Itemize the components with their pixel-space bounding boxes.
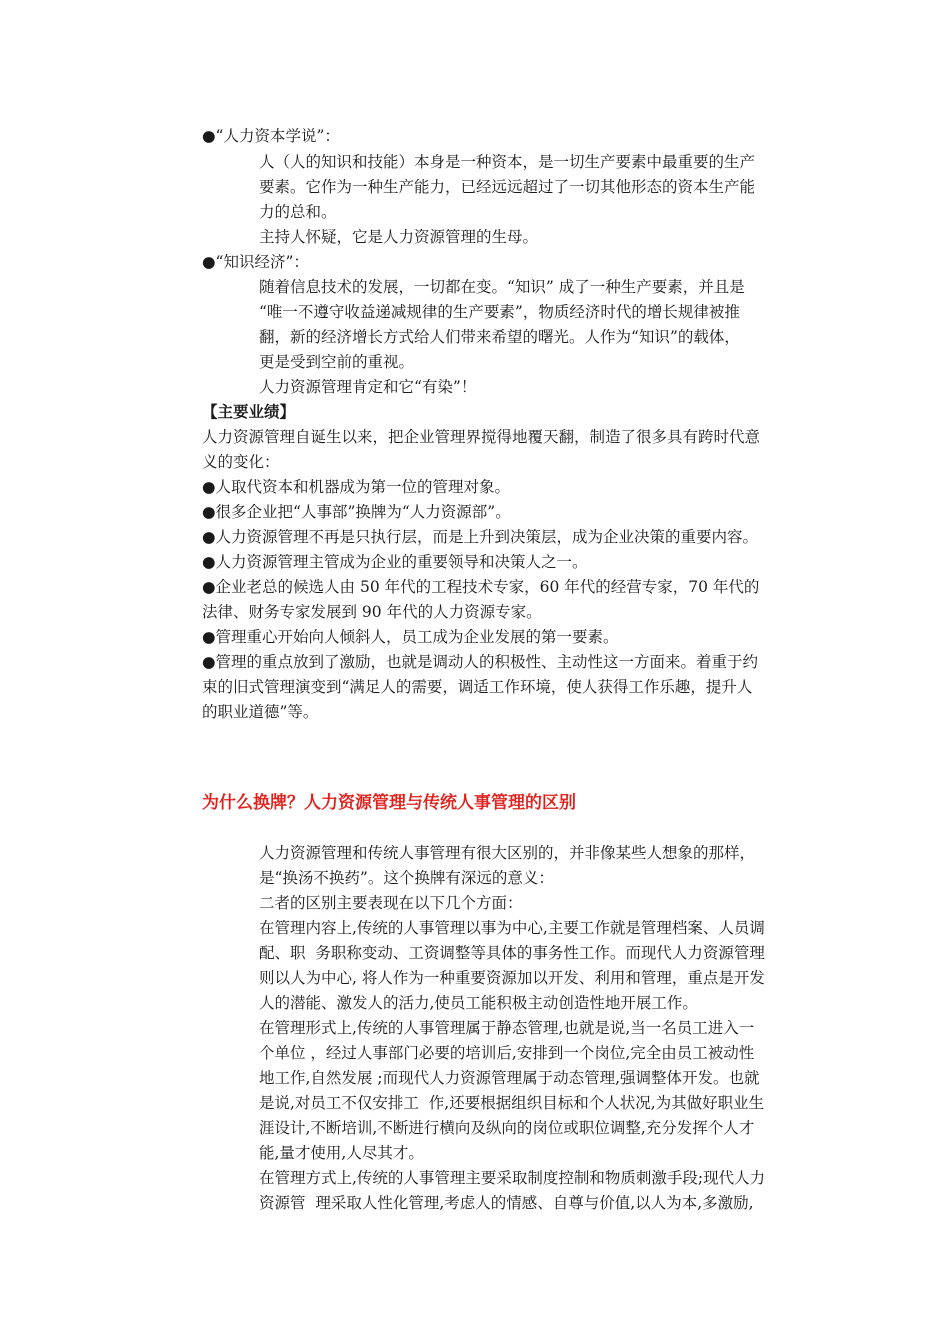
paragraph-line: 翻，新的经济增长方式给人们带来希望的曙光。人作为“知识”的载体，: [259, 328, 740, 346]
paragraph-line: 人力资源管理肯定和它“有染”！: [259, 378, 477, 396]
bullet-item: ●管理的重点放到了激励，也就是调动人的积极性、主动性这一方面来。着重于约: [202, 653, 759, 671]
paragraph-line: 法律、财务专家发展到 90 年代的人力资源专家。: [202, 603, 542, 621]
paragraph-line: 要素。它作为一种生产能力，已经远远超过了一切其他形态的资本生产能: [259, 178, 756, 196]
bullet-item: ●人力资源管理不再是只执行层，而是上升到决策层，成为企业决策的重要内容。: [202, 528, 759, 546]
paragraph-line: 是说,对员工不仅安排工 作,还要根据组织目标和个人状况,为其做好职业生: [259, 1094, 765, 1112]
paragraph-line: 能,量才使用,人尽其才。: [259, 1144, 424, 1162]
paragraph-line: 在管理方式上,传统的人事管理主要采取制度控制和物质刺激手段;现代人力: [259, 1169, 766, 1187]
paragraph-line: 二者的区别主要表现在以下几个方面：: [259, 894, 523, 912]
paragraph-line: 地工作,自然发展 ;而现代人力资源管理属于动态管理,强调整体开发。也就: [259, 1069, 760, 1087]
paragraph-line: 在管理内容上,传统的人事管理以事为中心,主要工作就是管理档案、人员调: [259, 919, 765, 937]
paragraph-line: 配、职 务职称变动、工资调整等具体的事务性工作。而现代人力资源管理: [259, 944, 765, 962]
bullet-human-capital-theory: ●“人力资本学说”：: [202, 127, 340, 145]
bullet-knowledge-economy: ●“知识经济”：: [202, 253, 309, 271]
paragraph-line: 力的总和。: [259, 203, 337, 221]
bullet-item: ●人力资源管理主管成为企业的重要领导和决策人之一。: [202, 553, 588, 571]
section-heading-achievements: 【主要业绩】: [202, 402, 296, 421]
paragraph-line: “唯一不遵守收益递减规律的生产要素”，物质经济时代的增长规律被推: [259, 303, 740, 321]
paragraph-line: 随着信息技术的发展，一切都在变。“知识” 成了一种生产要素，并且是: [259, 278, 745, 296]
paragraph-line: 更是受到空前的重视。: [259, 353, 415, 371]
paragraph-line: 人（人的知识和技能）本身是一种资本，是一切生产要素中最重要的生产: [259, 153, 756, 171]
paragraph-line: 义的变化：: [202, 453, 280, 471]
paragraph-line: 个单位 ，经过人事部门必要的培训后,安排到一个岗位,完全由员工被动性: [259, 1044, 755, 1062]
paragraph-line: 的职业道德”等。: [202, 703, 319, 721]
paragraph-line: 人力资源管理和传统人事管理有很大区别的，并非像某些人想象的那样，: [259, 844, 756, 862]
paragraph-line: 束的旧式管理演变到“满足人的需要，调适工作环境，使人获得工作乐趣，提升人: [202, 678, 753, 696]
paragraph-line: 资源管 理采取人性化管理,考虑人的情感、自尊与价值,以人为本,多激励,: [259, 1194, 754, 1212]
paragraph-line: 涯设计,不断培训,不断进行横向及纵向的岗位或职位调整,充分发挥个人才: [259, 1119, 755, 1137]
paragraph-line: 在管理形式上,传统的人事管理属于静态管理,也就是说,当一名员工进入一: [259, 1019, 755, 1037]
bullet-item: ●管理重心开始向人倾斜人，员工成为企业发展的第一要素。: [202, 628, 619, 646]
bullet-item: ●人取代资本和机器成为第一位的管理对象。: [202, 478, 511, 496]
bullet-item: ●企业老总的候选人由 50 年代的工程技术专家，60 年代的经营专家，70 年代的: [202, 578, 760, 596]
paragraph-line: 人力资源管理自诞生以来，把企业管理界搅得地覆天翻，制造了很多具有跨时代意: [202, 428, 761, 446]
bullet-item: ●很多企业把“人事部”换牌为“人力资源部”。: [202, 503, 511, 521]
paragraph-line: 人的潜能、激发人的活力,使员工能积极主动创造性地开展工作。: [259, 994, 698, 1012]
paragraph-line: 则以人为中心, 将人作为一种重要资源加以开发、利用和管理，重点是开发: [259, 969, 765, 987]
paragraph-line: 是“换汤不换药”。这个换牌有深远的意义：: [259, 869, 554, 887]
section-title: 为什么换牌？人力资源管理与传统人事管理的区别: [202, 793, 576, 813]
paragraph-line: 主持人怀疑，它是人力资源管理的生母。: [259, 228, 539, 246]
